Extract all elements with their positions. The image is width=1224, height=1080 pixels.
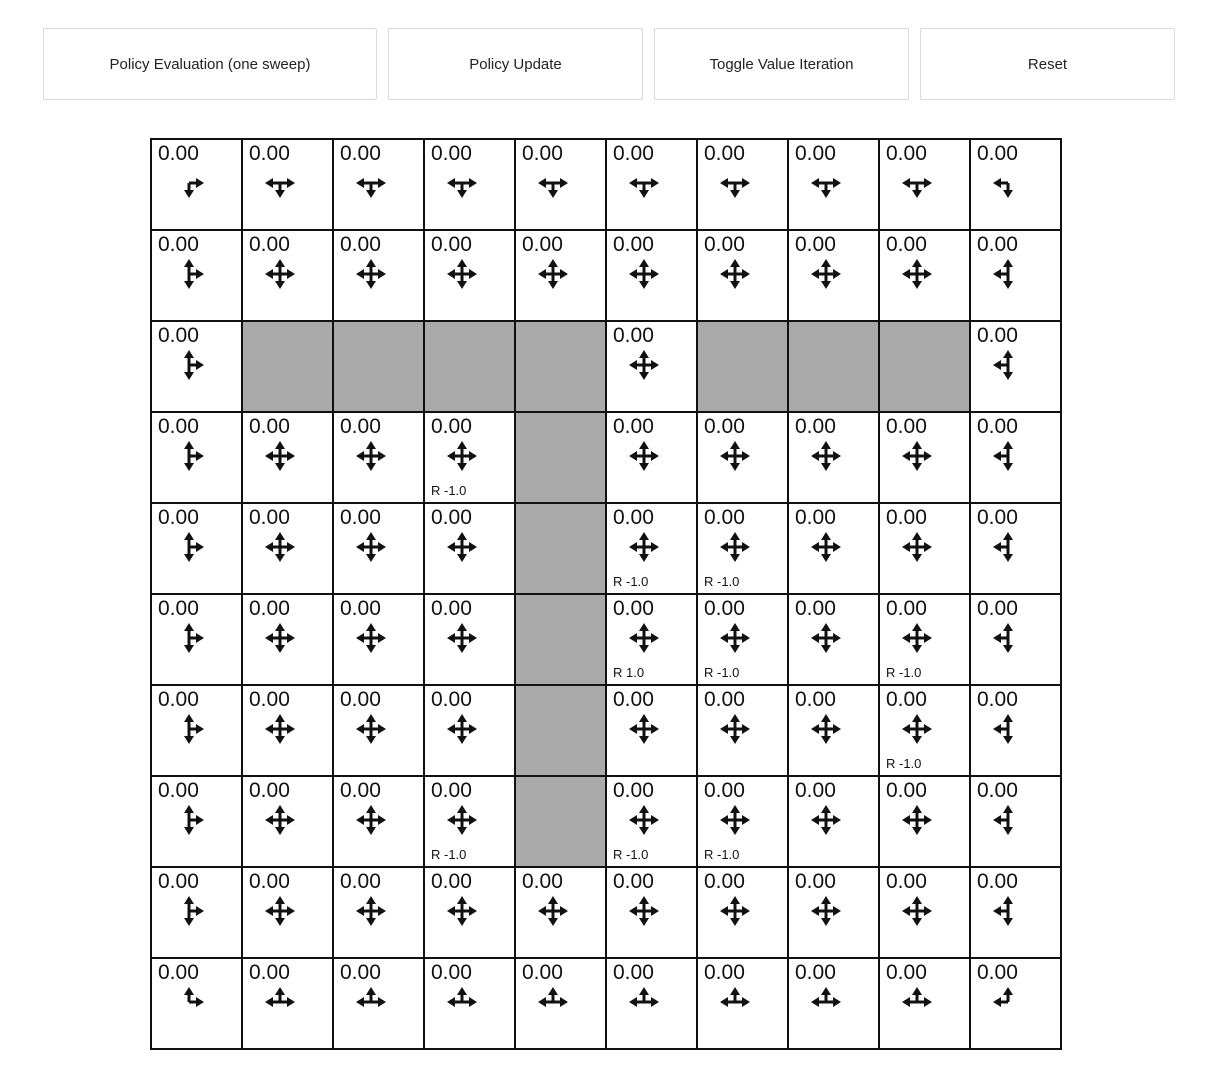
grid-cell[interactable] [970, 776, 1061, 867]
policy-arrows-icon [715, 439, 755, 473]
grid-cell[interactable] [879, 685, 970, 776]
grid-cell[interactable] [697, 594, 788, 685]
cell-reward: R -1.0 [704, 574, 740, 589]
cell-value: 0.00 [158, 142, 199, 165]
cell-value: 0.00 [158, 961, 199, 984]
grid-cell[interactable] [606, 776, 697, 867]
policy-arrows-icon [806, 439, 846, 473]
cell-value: 0.00 [340, 779, 381, 802]
wall-cell [515, 594, 606, 685]
policy-arrows-icon [988, 348, 1028, 382]
grid-cell[interactable] [424, 412, 515, 503]
policy-arrows-icon [442, 803, 482, 837]
cell-value: 0.00 [886, 142, 927, 165]
policy-arrows-icon [351, 166, 391, 200]
policy-arrows-icon [806, 530, 846, 564]
policy-arrows-icon [442, 530, 482, 564]
cell-value: 0.00 [977, 142, 1018, 165]
grid-cell[interactable] [424, 867, 515, 958]
grid-cell[interactable] [970, 321, 1061, 412]
grid-cell[interactable] [697, 867, 788, 958]
cell-value: 0.00 [886, 415, 927, 438]
policy-arrows-icon [715, 985, 755, 1019]
policy-arrows-icon [260, 257, 300, 291]
cell-value: 0.00 [249, 688, 290, 711]
grid-cell[interactable] [333, 412, 424, 503]
grid-cell[interactable] [151, 321, 242, 412]
cell-value: 0.00 [886, 961, 927, 984]
cell-value: 0.00 [977, 961, 1018, 984]
policy-arrows-icon [351, 621, 391, 655]
cell-value: 0.00 [249, 142, 290, 165]
grid-cell[interactable] [151, 503, 242, 594]
cell-value: 0.00 [704, 961, 745, 984]
cell-value: 0.00 [431, 779, 472, 802]
grid-cell[interactable] [424, 503, 515, 594]
grid-cell[interactable] [970, 958, 1061, 1049]
cell-value: 0.00 [249, 597, 290, 620]
cell-value: 0.00 [977, 688, 1018, 711]
cell-value: 0.00 [795, 688, 836, 711]
cell-value: 0.00 [613, 324, 654, 347]
policy-arrows-icon [897, 166, 937, 200]
cell-value: 0.00 [977, 324, 1018, 347]
cell-value: 0.00 [886, 233, 927, 256]
grid-cell[interactable] [970, 594, 1061, 685]
grid-cell[interactable] [879, 139, 970, 230]
policy-arrows-icon [624, 803, 664, 837]
grid-cell[interactable] [879, 230, 970, 321]
cell-value: 0.00 [795, 415, 836, 438]
grid-cell[interactable] [424, 685, 515, 776]
cell-value: 0.00 [613, 233, 654, 256]
policy-arrows-icon [988, 803, 1028, 837]
cell-value: 0.00 [795, 142, 836, 165]
policy-arrows-icon [169, 712, 209, 746]
cell-value: 0.00 [340, 415, 381, 438]
grid-cell[interactable] [970, 503, 1061, 594]
grid-cell[interactable] [242, 594, 333, 685]
grid-cell[interactable] [879, 594, 970, 685]
policy-arrows-icon [806, 166, 846, 200]
grid-cell[interactable] [970, 685, 1061, 776]
grid-cell[interactable] [697, 685, 788, 776]
policy-arrows-icon [988, 530, 1028, 564]
policy-arrows-icon [169, 439, 209, 473]
grid-cell[interactable] [970, 230, 1061, 321]
wall-cell [424, 321, 515, 412]
grid-cell[interactable] [879, 958, 970, 1049]
cell-value: 0.00 [249, 506, 290, 529]
grid-cell[interactable] [333, 594, 424, 685]
grid-cell[interactable] [424, 230, 515, 321]
grid-cell[interactable] [333, 230, 424, 321]
cell-value: 0.00 [158, 688, 199, 711]
cell-value: 0.00 [340, 142, 381, 165]
policy-arrows-icon [351, 985, 391, 1019]
grid-cell[interactable] [424, 594, 515, 685]
policy-arrows-icon [897, 803, 937, 837]
wall-cell [515, 412, 606, 503]
policy-arrows-icon [806, 985, 846, 1019]
cell-value: 0.00 [613, 415, 654, 438]
cell-value: 0.00 [704, 688, 745, 711]
grid-cell[interactable] [788, 412, 879, 503]
grid-cell[interactable] [333, 867, 424, 958]
policy-arrows-icon [169, 166, 209, 200]
cell-value: 0.00 [704, 233, 745, 256]
grid-cell[interactable] [151, 958, 242, 1049]
policy-arrows-icon [351, 803, 391, 837]
policy-arrows-icon [624, 530, 664, 564]
grid-cell[interactable] [333, 503, 424, 594]
policy-arrows-icon [624, 348, 664, 382]
policy-arrows-icon [533, 166, 573, 200]
cell-reward: R -1.0 [886, 665, 922, 680]
cell-value: 0.00 [522, 142, 563, 165]
cell-value: 0.00 [704, 597, 745, 620]
wall-cell [697, 321, 788, 412]
grid-cell[interactable] [697, 958, 788, 1049]
cell-value: 0.00 [886, 597, 927, 620]
policy-arrows-icon [533, 985, 573, 1019]
policy-arrows-icon [988, 621, 1028, 655]
wall-cell [515, 685, 606, 776]
policy-arrows-icon [897, 257, 937, 291]
policy-arrows-icon [897, 621, 937, 655]
grid-cell[interactable] [788, 685, 879, 776]
cell-value: 0.00 [886, 779, 927, 802]
grid-cell[interactable] [606, 230, 697, 321]
policy-arrows-icon [169, 803, 209, 837]
grid-cell[interactable] [606, 503, 697, 594]
cell-value: 0.00 [977, 506, 1018, 529]
cell-value: 0.00 [158, 233, 199, 256]
grid-cell[interactable] [879, 503, 970, 594]
grid-cell[interactable] [242, 776, 333, 867]
cell-value: 0.00 [158, 415, 199, 438]
cell-value: 0.00 [886, 688, 927, 711]
cell-value: 0.00 [340, 233, 381, 256]
grid-cell[interactable] [151, 776, 242, 867]
policy-arrows-icon [988, 894, 1028, 928]
grid-cell[interactable] [606, 867, 697, 958]
grid-cell[interactable] [788, 958, 879, 1049]
cell-value: 0.00 [158, 506, 199, 529]
grid-cell[interactable] [788, 230, 879, 321]
policy-arrows-icon [442, 257, 482, 291]
grid-cell[interactable] [788, 776, 879, 867]
grid-cell[interactable] [151, 139, 242, 230]
cell-value: 0.00 [704, 779, 745, 802]
cell-value: 0.00 [704, 870, 745, 893]
cell-value: 0.00 [340, 506, 381, 529]
grid-cell[interactable] [333, 685, 424, 776]
grid-cell[interactable] [151, 594, 242, 685]
gridworld-grid [150, 138, 1062, 1050]
policy-arrows-icon [442, 894, 482, 928]
grid-cell[interactable] [333, 776, 424, 867]
cell-value: 0.00 [340, 688, 381, 711]
grid-cell[interactable] [424, 139, 515, 230]
cell-reward: R 1.0 [613, 665, 645, 680]
cell-value: 0.00 [340, 870, 381, 893]
policy-arrows-icon [806, 803, 846, 837]
grid-cell[interactable] [879, 412, 970, 503]
policy-arrows-icon [988, 985, 1028, 1019]
cell-value: 0.00 [613, 506, 654, 529]
policy-arrows-icon [351, 257, 391, 291]
policy-arrows-icon [442, 439, 482, 473]
cell-value: 0.00 [613, 779, 654, 802]
grid-cell[interactable] [151, 867, 242, 958]
policy-arrows-icon [442, 166, 482, 200]
policy-arrows-icon [715, 621, 755, 655]
policy-arrows-icon [715, 803, 755, 837]
toggle-value-iteration-button[interactable]: Toggle Value Iteration [654, 28, 909, 100]
cell-value: 0.00 [704, 415, 745, 438]
policy-arrows-icon [624, 257, 664, 291]
cell-value: 0.00 [977, 233, 1018, 256]
cell-value: 0.00 [886, 506, 927, 529]
cell-reward: R -1.0 [704, 847, 740, 862]
policy-arrows-icon [988, 166, 1028, 200]
grid-cell[interactable] [242, 503, 333, 594]
cell-value: 0.00 [613, 142, 654, 165]
policy-arrows-icon [260, 712, 300, 746]
cell-value: 0.00 [431, 597, 472, 620]
grid-cell[interactable] [333, 958, 424, 1049]
grid-cell[interactable] [242, 958, 333, 1049]
policy-arrows-icon [260, 166, 300, 200]
grid-cell[interactable] [151, 230, 242, 321]
wall-cell [788, 321, 879, 412]
policy-arrows-icon [169, 985, 209, 1019]
grid-cell[interactable] [515, 958, 606, 1049]
policy-arrows-icon [624, 712, 664, 746]
policy-arrows-icon [351, 530, 391, 564]
cell-value: 0.00 [522, 870, 563, 893]
toolbar [43, 28, 1175, 100]
grid-cell[interactable] [515, 867, 606, 958]
grid-cell[interactable] [606, 412, 697, 503]
grid-cell[interactable] [242, 412, 333, 503]
grid-cell[interactable] [697, 776, 788, 867]
grid-cell[interactable] [697, 503, 788, 594]
cell-value: 0.00 [704, 142, 745, 165]
grid-cell[interactable] [788, 503, 879, 594]
grid-cell[interactable] [515, 139, 606, 230]
grid-cell[interactable] [242, 230, 333, 321]
cell-value: 0.00 [249, 870, 290, 893]
cell-value: 0.00 [795, 961, 836, 984]
policy-arrows-icon [988, 712, 1028, 746]
policy-arrows-icon [624, 621, 664, 655]
grid-cell[interactable] [606, 139, 697, 230]
policy-arrows-icon [351, 712, 391, 746]
grid-cell[interactable] [697, 412, 788, 503]
policy-arrows-icon [715, 894, 755, 928]
grid-cell[interactable] [515, 230, 606, 321]
cell-value: 0.00 [886, 870, 927, 893]
grid-cell[interactable] [970, 867, 1061, 958]
wall-cell [515, 503, 606, 594]
cell-value: 0.00 [158, 779, 199, 802]
policy-arrows-icon [806, 257, 846, 291]
cell-value: 0.00 [431, 870, 472, 893]
cell-value: 0.00 [613, 870, 654, 893]
policy-arrows-icon [533, 257, 573, 291]
policy-arrows-icon [897, 894, 937, 928]
grid-cell[interactable] [879, 867, 970, 958]
cell-value: 0.00 [795, 597, 836, 620]
cell-value: 0.00 [249, 415, 290, 438]
policy-arrows-icon [351, 894, 391, 928]
cell-value: 0.00 [795, 779, 836, 802]
reset-button[interactable]: Reset [920, 28, 1175, 100]
cell-value: 0.00 [795, 233, 836, 256]
policy-arrows-icon [260, 985, 300, 1019]
policy-arrows-icon [442, 621, 482, 655]
grid-cell[interactable] [242, 685, 333, 776]
policy-arrows-icon [624, 894, 664, 928]
policy-arrows-icon [715, 712, 755, 746]
policy-update-button[interactable]: Policy Update [388, 28, 643, 100]
cell-reward: R -1.0 [613, 574, 649, 589]
cell-value: 0.00 [340, 961, 381, 984]
policy-arrows-icon [169, 348, 209, 382]
cell-value: 0.00 [431, 415, 472, 438]
cell-value: 0.00 [158, 324, 199, 347]
cell-value: 0.00 [249, 779, 290, 802]
policy-arrows-icon [897, 985, 937, 1019]
grid-cell[interactable] [606, 321, 697, 412]
cell-reward: R -1.0 [431, 847, 467, 862]
policy-arrows-icon [169, 894, 209, 928]
policy-arrows-icon [169, 257, 209, 291]
cell-value: 0.00 [613, 688, 654, 711]
policy-arrows-icon [897, 712, 937, 746]
cell-value: 0.00 [977, 597, 1018, 620]
cell-reward: R -1.0 [704, 665, 740, 680]
cell-value: 0.00 [977, 415, 1018, 438]
grid-cell[interactable] [970, 412, 1061, 503]
cell-value: 0.00 [704, 506, 745, 529]
policy-arrows-icon [806, 712, 846, 746]
cell-value: 0.00 [522, 233, 563, 256]
policy-arrows-icon [806, 621, 846, 655]
grid-cell[interactable] [788, 594, 879, 685]
cell-value: 0.00 [431, 142, 472, 165]
wall-cell [515, 321, 606, 412]
grid-cell[interactable] [424, 776, 515, 867]
policy-arrows-icon [897, 439, 937, 473]
wall-cell [515, 776, 606, 867]
policy-arrows-icon [260, 439, 300, 473]
policy-arrows-icon [260, 621, 300, 655]
cell-value: 0.00 [431, 506, 472, 529]
grid-cell[interactable] [606, 594, 697, 685]
cell-value: 0.00 [613, 597, 654, 620]
policy-arrows-icon [988, 439, 1028, 473]
grid-cell[interactable] [788, 867, 879, 958]
wall-cell [879, 321, 970, 412]
cell-value: 0.00 [431, 233, 472, 256]
grid-cell[interactable] [242, 867, 333, 958]
grid-cell[interactable] [697, 230, 788, 321]
policy-arrows-icon [442, 712, 482, 746]
cell-reward: R -1.0 [431, 483, 467, 498]
cell-value: 0.00 [340, 597, 381, 620]
cell-value: 0.00 [613, 961, 654, 984]
policy-arrows-icon [988, 257, 1028, 291]
cell-value: 0.00 [431, 688, 472, 711]
grid-cell[interactable] [242, 139, 333, 230]
grid-cell[interactable] [151, 685, 242, 776]
policy-arrows-icon [624, 439, 664, 473]
policy-arrows-icon [715, 166, 755, 200]
policy-arrows-icon [260, 894, 300, 928]
cell-value: 0.00 [977, 870, 1018, 893]
grid-cell[interactable] [424, 958, 515, 1049]
policy-arrows-icon [169, 530, 209, 564]
cell-value: 0.00 [249, 233, 290, 256]
grid-cell[interactable] [151, 412, 242, 503]
policy-arrows-icon [351, 439, 391, 473]
grid-cell[interactable] [606, 685, 697, 776]
grid-cell[interactable] [970, 139, 1061, 230]
grid-cell[interactable] [606, 958, 697, 1049]
policy-arrows-icon [624, 166, 664, 200]
policy-arrows-icon [533, 894, 573, 928]
policy-arrows-icon [169, 621, 209, 655]
cell-reward: R -1.0 [886, 756, 922, 771]
grid-cell[interactable] [333, 139, 424, 230]
policy-arrows-icon [715, 530, 755, 564]
policy-evaluation-button[interactable]: Policy Evaluation (one sweep) [43, 28, 377, 100]
policy-arrows-icon [624, 985, 664, 1019]
cell-value: 0.00 [158, 597, 199, 620]
policy-arrows-icon [897, 530, 937, 564]
cell-value: 0.00 [431, 961, 472, 984]
cell-reward: R -1.0 [613, 847, 649, 862]
policy-arrows-icon [260, 530, 300, 564]
wall-cell [333, 321, 424, 412]
policy-arrows-icon [260, 803, 300, 837]
cell-value: 0.00 [522, 961, 563, 984]
cell-value: 0.00 [977, 779, 1018, 802]
policy-arrows-icon [442, 985, 482, 1019]
cell-value: 0.00 [795, 506, 836, 529]
grid-cell[interactable] [879, 776, 970, 867]
wall-cell [242, 321, 333, 412]
policy-arrows-icon [806, 894, 846, 928]
policy-arrows-icon [715, 257, 755, 291]
grid-cell[interactable] [697, 139, 788, 230]
grid-cell[interactable] [788, 139, 879, 230]
cell-value: 0.00 [795, 870, 836, 893]
cell-value: 0.00 [249, 961, 290, 984]
cell-value: 0.00 [158, 870, 199, 893]
